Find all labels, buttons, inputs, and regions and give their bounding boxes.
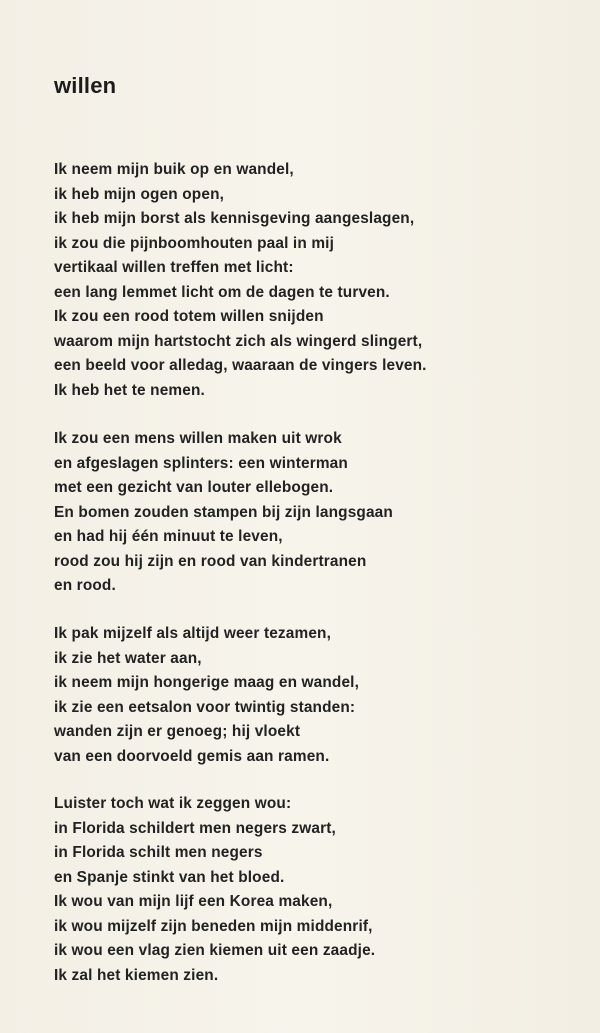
poem-line: Luister toch wat ik zeggen wou:: [54, 795, 292, 812]
poem-line: ik heb mijn ogen open,: [54, 185, 225, 203]
stanza: [54, 158, 427, 403]
poem-line: met een gezicht van louter ellebogen.: [54, 479, 334, 496]
poem-line: in Florida schildert men negers zwart,: [54, 819, 336, 837]
poem-line: een lang lemmet licht om de dagen te turven.: [54, 283, 390, 301]
poem-line: ik zie een eetsalon voor twintig standen:: [54, 698, 356, 716]
poem-title: willen: [54, 72, 117, 98]
poem-line: Ik neem mijn buik op en wandel,: [54, 161, 294, 178]
poem-line: rood zou hij zijn en rood van kindertranen: [54, 552, 367, 570]
poem-line: een beeld voor alledag, waaraan de vingers leven.: [54, 357, 427, 374]
stanza: [54, 622, 359, 769]
poem-line: Ik zou een rood totem willen snijden: [54, 308, 324, 325]
poem-line: En bomen zouden stampen bij zijn langsgaan: [54, 503, 393, 521]
poem-line: en afgeslagen splinters: een winterman: [54, 454, 348, 472]
poem-line: Ik wou van mijn lijf een Korea maken,: [54, 893, 333, 910]
poem-line: ik wou mijzelf zijn beneden mijn middenrif,: [54, 917, 373, 935]
poem-line: en rood.: [54, 577, 116, 594]
poem-line: ik neem mijn hongerige maag en wandel,: [54, 674, 360, 691]
poem-line: Ik zou een mens willen maken uit wrok: [54, 430, 342, 447]
poem-line: van een doorvoeld gemis aan ramen.: [54, 747, 330, 765]
poem-line: in Florida schilt men negers: [54, 844, 263, 861]
poem-line: Ik heb het te nemen.: [54, 381, 205, 399]
poem-line: ik zou die pijnboomhouten paal in mij: [54, 234, 335, 252]
poem-line: ik wou een vlag zien kiemen uit een zaadje.: [54, 942, 376, 959]
stanza: [54, 427, 393, 599]
poem-line: en had hij één minuut te leven,: [54, 528, 283, 545]
poem-line: ik zie het water aan,: [54, 649, 202, 667]
poem-line: waarom mijn hartstocht zich als wingerd slingert,: [54, 332, 423, 350]
poem-line: wanden zijn er genoeg; hij vloekt: [54, 723, 301, 740]
poem-line: Ik pak mijzelf als altijd weer tezamen,: [54, 625, 332, 642]
poem-line: ik heb mijn borst als kennisgeving aangeslagen,: [54, 210, 415, 227]
poem-line: vertikaal willen treffen met licht:: [54, 259, 294, 276]
poem-line: Ik zal het kiemen zien.: [54, 966, 219, 984]
stanza: [54, 792, 375, 988]
poem-line: en Spanje stinkt van het bloed.: [54, 868, 285, 886]
